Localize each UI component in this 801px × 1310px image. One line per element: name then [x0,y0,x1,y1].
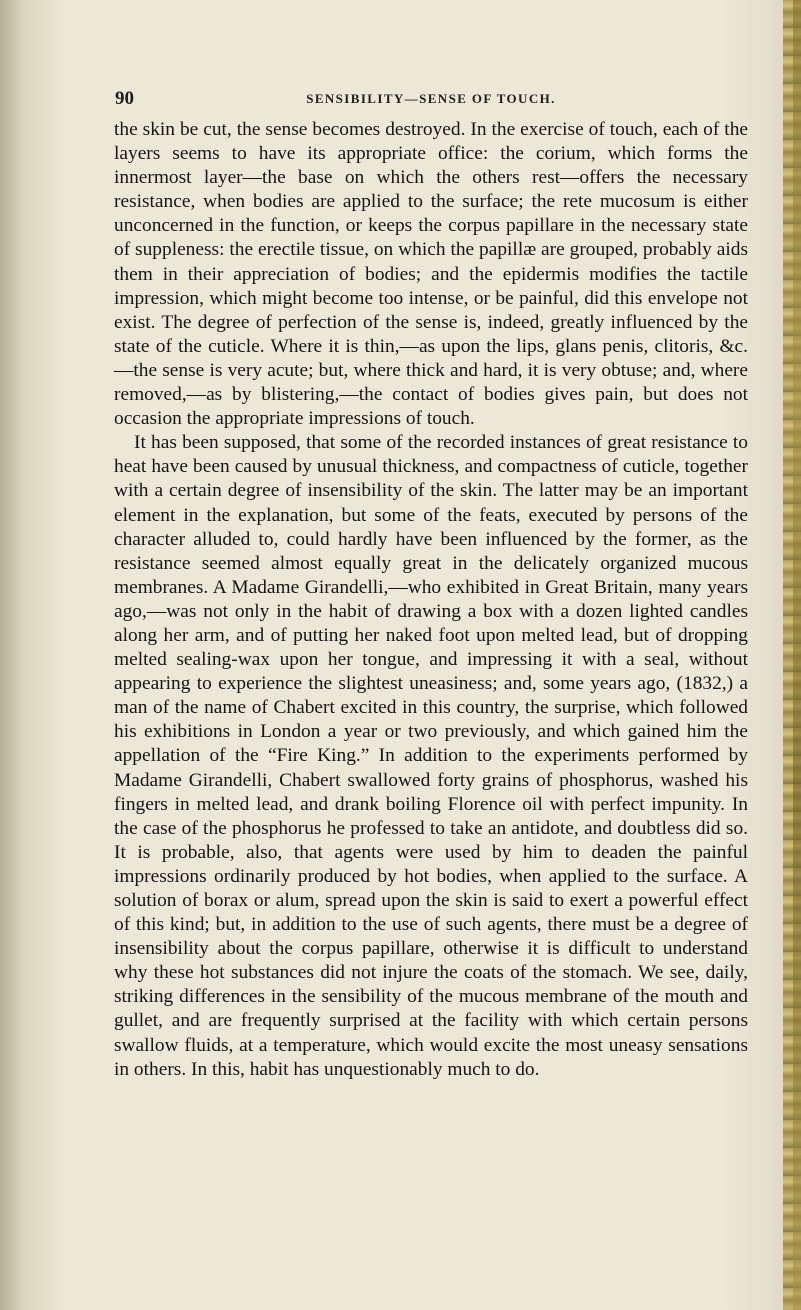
paragraph: It has been supposed, that some of the recorded instances of great resistance to heat have been caused by unusual thickness, and compactness of cuticle, together with a certain degree of insensibility of the skin. The latter may be an important element in the explanation, but some of the feats, executed by persons of the character alluded to, could hardly have been influenced by the former, as the resistance seemed almost equally great in the delicately organized mucous membranes. A Madame Girandelli,—who exhibited in Great Britain, many years ago,—was not only in the habit of drawing a box with a dozen lighted candles along her arm, and of putting her naked foot upon melted lead, but of dropping melted sealing-wax upon her tongue, and impressing it with a seal, without appearing to experience the slightest uneasiness; and, some years ago, (1832,) a man of the name of Chabert excited in this country, the surprise, which followed his exhibitions in London a year or two previously, and which gained him the appellation of the “Fire King.” In addition to the experiments performed by Madame Girandelli, Chabert swallowed forty grains of phosphorus, washed his fingers in melted lead, and drank boiling Florence oil with perfect impunity. In the case of the phosphorus he professed to take an antidote, and doubtless did so. It is probable, also, that agents were used by him to deaden the painful impressions ordinarily produced by hot bodies, when applied to the surface. A solution of borax or alum, spread upon the skin is said to exert a powerful effect of this kind; but, in addition to the use of such agents, there must be a degree of insensibility about the corpus papillare, otherwise it is difficult to understand why these hot substances did not injure the coats of the stomach. We see, daily, striking differences in the sensibility of the mucous membrane of the mouth and gullet, and are frequently surprised at the facility with which certain persons swallow fluids, at a temperature, which would excite the most uneasy sensations in others. In this, habit has unquestionably much to do. [114,432,748,1080]
running-head: SENSIBILITY—SENSE OF TOUCH. [306,91,556,106]
body-text [114,118,748,1082]
page-number: 90 [115,88,134,109]
gutter-shadow [0,0,60,1310]
page-edge-shadow [793,0,801,1310]
page-header [115,88,747,112]
paragraph: the skin be cut, the sense becomes destroyed. In the exercise of touch, each of the layers seems to have its appropriate office: the corium, which forms the innermost layer—the base on which the others rest—offers the necessary resistance, when bodies are applied to the surface; the rete mucosum is either unconcerned in the function, or keeps the corpus papillare in the necessary state of suppleness: the erectile tissue, on which the papillæ are grouped, probably aids them in their appreciation of bodies; and the epidermis modifies the tactile impression, which might become too intense, or be painful, did this envelope not exist. The degree of perfection of the sense is, indeed, greatly influenced by the state of the cuticle. Where it is thin,—as upon the lips, glans penis, clitoris, &c.—the sense is very acute; but, where thick and hard, it is very obtuse; and, where removed,—as by blistering,—the contact of bodies gives pain, but does not occasion the appropriate impressions of touch. [114,119,748,430]
